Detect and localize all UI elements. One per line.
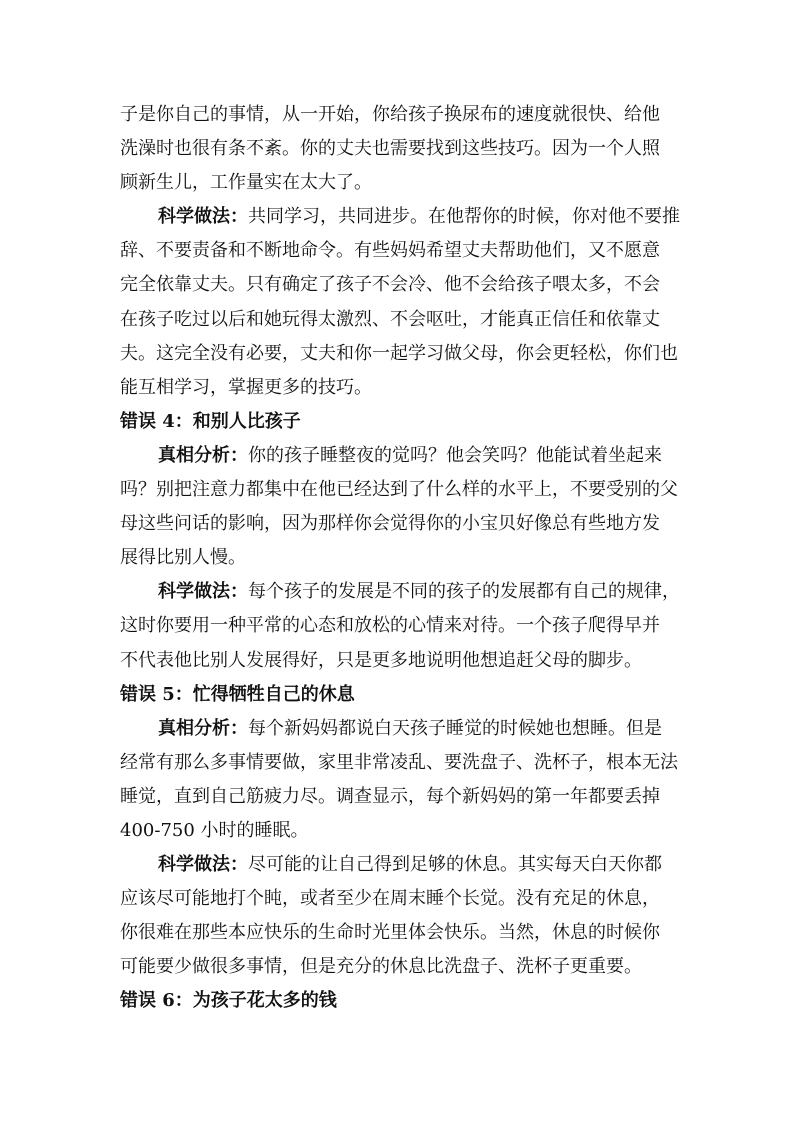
section-label: 科学做法： (158, 581, 248, 603)
line-text: 经常有那么多事情要做，家里非常凌乱、要洗盘子、洗杯子，根本无法 (120, 751, 678, 773)
paragraph-line (120, 303, 680, 337)
line-text: 睡觉，直到自己筋疲力尽。调查显示，每个新妈妈的第一年都要丢掉 (120, 785, 660, 807)
section-heading: 错误 5：忙得牺牲自己的休息 (120, 683, 355, 705)
paragraph-line (120, 507, 680, 541)
paragraph-line (120, 439, 680, 473)
section-label: 真相分析： (158, 444, 248, 466)
line-text: 应该尽可能地打个盹，或者至少在周末睡个长觉。没有充足的休息， (120, 888, 660, 910)
paragraph-line (120, 268, 680, 302)
paragraph-line (120, 882, 680, 916)
line-text: 洗澡时也很有条不紊。你的丈夫也需要找到这些技巧。因为一个人照 (120, 138, 660, 160)
document-body (120, 98, 680, 1019)
paragraph-line (120, 644, 680, 678)
paragraph-line (120, 200, 680, 234)
line-text: 400-750 小时的睡眠。 (120, 819, 309, 841)
paragraph-line (120, 473, 680, 507)
line-text: 每个孩子的发展是不同的孩子的发展都有自己的规律， (248, 581, 680, 603)
line-text: 尽可能的让自己得到足够的休息。其实每天白天你都 (248, 854, 662, 876)
paragraph-line (120, 780, 680, 814)
line-text: 顾新生儿，工作量实在太大了。 (120, 172, 372, 194)
section-label: 真相分析： (158, 717, 248, 739)
section-label: 科学做法： (158, 206, 248, 228)
section-label: 科学做法： (158, 854, 248, 876)
line-text: 展得比别人慢。 (120, 547, 246, 569)
line-text: 母这些问话的影响，因为那样你会觉得你的小宝贝好像总有些地方发 (120, 513, 660, 535)
paragraph-line (120, 98, 680, 132)
paragraph-line (120, 234, 680, 268)
paragraph-line (120, 132, 680, 166)
line-text: 这时你要用一种平常的心态和放松的心情来对待。一个孩子爬得早并 (120, 615, 660, 637)
paragraph-line (120, 848, 680, 882)
paragraph-line (120, 371, 680, 405)
paragraph-line (120, 814, 680, 848)
line-text: 夫。这完全没有必要，丈夫和你一起学习做父母，你会更轻松，你们也 (120, 342, 678, 364)
line-text: 你的孩子睡整夜的觉吗？他会笑吗？他能试着坐起来 (248, 444, 662, 466)
section-heading: 错误 4：和别人比孩子 (120, 410, 301, 432)
paragraph-line (120, 950, 680, 984)
line-text: 在孩子吃过以后和她玩得太激烈、不会呕吐，才能真正信任和依靠丈 (120, 308, 660, 330)
line-text: 完全依靠丈夫。只有确定了孩子不会冷、他不会给孩子喂太多，不会 (120, 274, 660, 296)
paragraph-line (120, 916, 680, 950)
paragraph-line (120, 337, 680, 371)
line-text: 你很难在那些本应快乐的生命时光里体会快乐。当然，休息的时候你 (120, 922, 660, 944)
line-text: 共同学习，共同进步。在他帮你的时候，你对他不要推 (248, 206, 680, 228)
line-text: 可能要少做很多事情，但是充分的休息比洗盘子、洗杯子更重要。 (120, 956, 642, 978)
paragraph-line (120, 541, 680, 575)
section-heading: 错误 6：为孩子花太多的钱 (120, 990, 337, 1012)
line-text: 每个新妈妈都说白天孩子睡觉的时候她也想睡。但是 (248, 717, 662, 739)
line-text: 吗？别把注意力都集中在他已经达到了什么样的水平上，不要受别的父 (120, 479, 678, 501)
paragraph-line (120, 746, 680, 780)
paragraph-line (120, 609, 680, 643)
paragraph-line (120, 575, 680, 609)
line-text: 辞、不要责备和不断地命令。有些妈妈希望丈夫帮助他们，又不愿意 (120, 240, 660, 262)
line-text: 子是你自己的事情，从一开始，你给孩子换尿布的速度就很快、给他 (120, 104, 660, 125)
line-text: 能互相学习，掌握更多的技巧。 (120, 376, 372, 398)
line-text: 不代表他比别人发展得好，只是更多地说明他想追赶父母的脚步。 (120, 649, 642, 671)
paragraph-line (120, 166, 680, 200)
paragraph-line (120, 712, 680, 746)
